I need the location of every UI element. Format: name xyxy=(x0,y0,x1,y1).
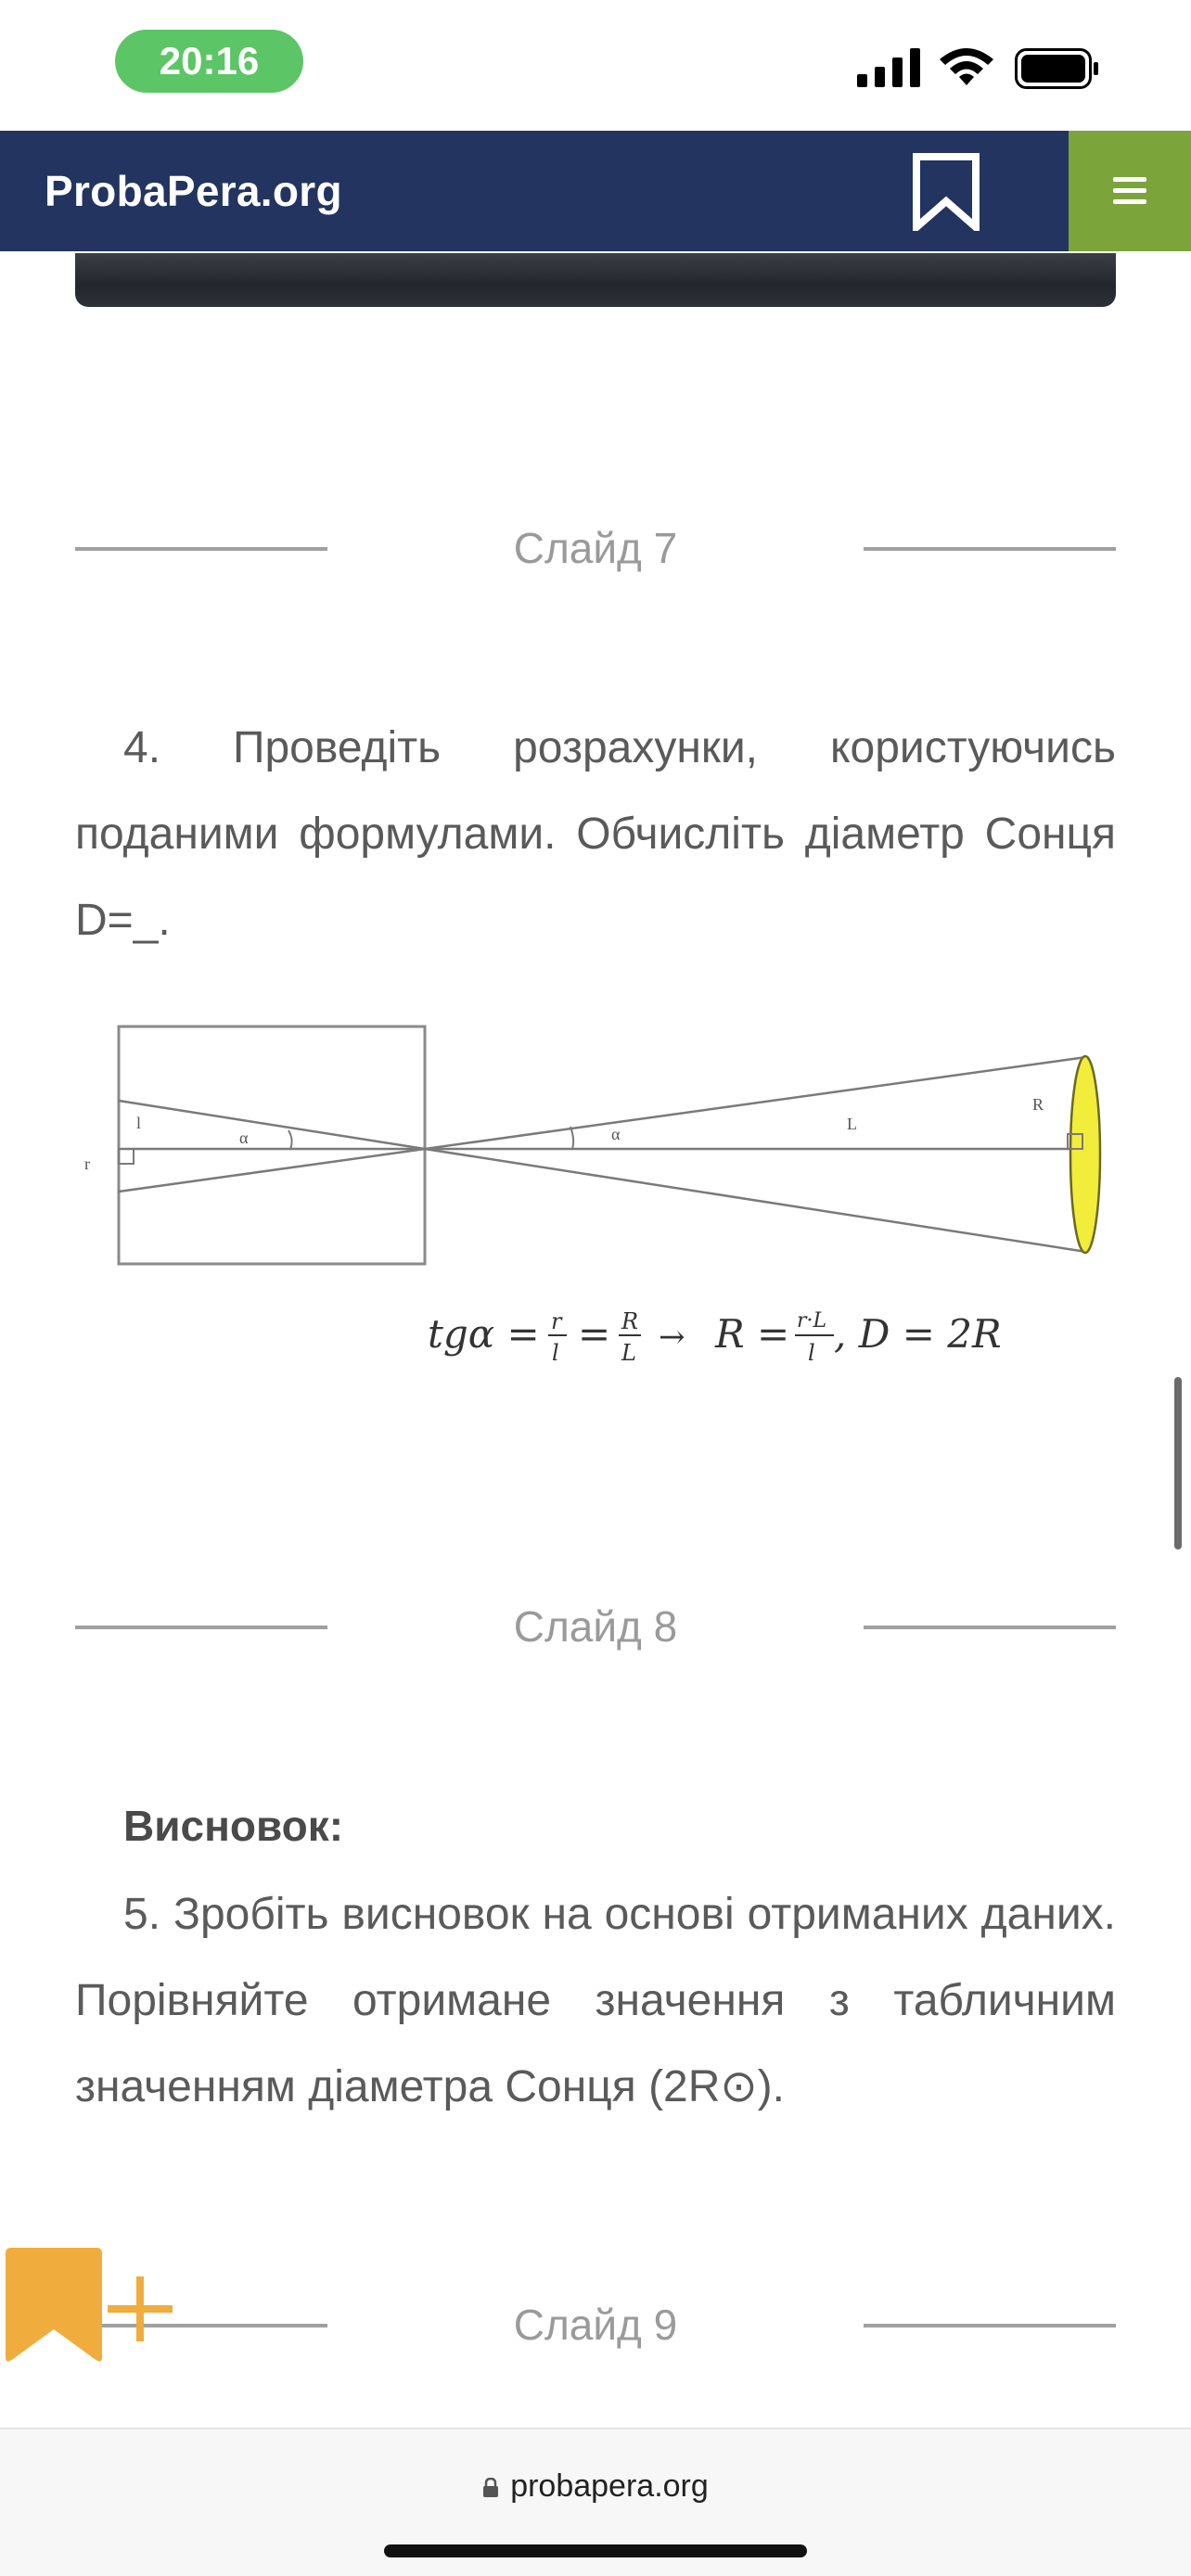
slide-separator xyxy=(75,1594,1116,1659)
formula-f1-den: l xyxy=(552,1340,559,1366)
slide-label: Слайд 8 xyxy=(513,1602,678,1651)
add-bookmark-icon[interactable] xyxy=(0,2244,186,2374)
task-4-text: 4. Проведіть розрахунки, користуючись поданими формулами. Обчисліть діаметр Сонця D=_. xyxy=(75,723,1116,945)
browser-bottom-bar xyxy=(0,2428,1191,2576)
hamburger-icon-bar xyxy=(1113,188,1146,193)
wifi-icon xyxy=(937,45,996,89)
formula-f3-num: r·L xyxy=(797,1309,827,1333)
formula-f3-den: l xyxy=(808,1340,815,1366)
status-bar xyxy=(0,0,1191,131)
conclusion-paragraph xyxy=(75,1871,1116,2130)
status-time: 20:16 xyxy=(115,30,303,93)
sun-diameter-diagram xyxy=(75,1015,1116,1386)
slide-separator xyxy=(75,2292,1116,2357)
sun-ellipse xyxy=(1070,1056,1100,1253)
home-indicator[interactable] xyxy=(384,2544,807,2557)
diagram-label-alpha: α xyxy=(239,1129,249,1147)
separator-line xyxy=(864,1626,1116,1629)
formula-eq: = xyxy=(578,1311,611,1357)
site-header xyxy=(0,131,1191,251)
formula-R-eq: R = xyxy=(715,1311,790,1357)
formula-tg: tgα = xyxy=(428,1311,540,1357)
site-logo[interactable]: ProbaPera.org xyxy=(45,167,342,215)
slide-label: Слайд 7 xyxy=(513,524,678,572)
scroll-indicator[interactable] xyxy=(1174,1377,1182,1549)
formula-arrow: → xyxy=(659,1319,685,1356)
separator-line xyxy=(864,2324,1116,2327)
formula-f2-num: R xyxy=(621,1308,639,1334)
diagram-label-L: L xyxy=(847,1115,857,1133)
formula-f2-den: L xyxy=(621,1340,636,1366)
menu-button[interactable] xyxy=(1069,131,1191,251)
cellular-signal-icon xyxy=(857,45,922,89)
separator-line xyxy=(864,547,1116,551)
diagram-label-R: R xyxy=(1032,1095,1044,1114)
bookmark-icon[interactable] xyxy=(911,153,981,231)
formula-tail: , D = 2R xyxy=(834,1311,1002,1357)
slide-label: Слайд 9 xyxy=(513,2301,678,2349)
diagram-label-l: l xyxy=(136,1114,142,1132)
diagram-label-alpha: α xyxy=(611,1125,621,1143)
hero-image-bottom xyxy=(75,253,1116,307)
formula-f1-num: r xyxy=(551,1308,562,1334)
conclusion-text: 5. Зробіть висновок на основі отриманих даних. Порівняйте отримане значення з табличним значенням діаметра Сонця (2R⊙). xyxy=(75,1890,1116,2111)
lock-icon xyxy=(482,2478,499,2498)
url-text: probapera.org xyxy=(510,2468,709,2504)
address-bar[interactable] xyxy=(0,2468,1191,2505)
diagram-label-r: r xyxy=(84,1154,90,1173)
hamburger-icon-bar xyxy=(1113,199,1146,204)
slide-separator xyxy=(75,516,1116,580)
battery-icon xyxy=(1015,48,1100,89)
formula xyxy=(428,1308,1002,1366)
task-4-paragraph xyxy=(75,705,1116,963)
hamburger-icon-bar xyxy=(1113,177,1146,182)
conclusion-heading: Висновок: xyxy=(123,1802,344,1850)
